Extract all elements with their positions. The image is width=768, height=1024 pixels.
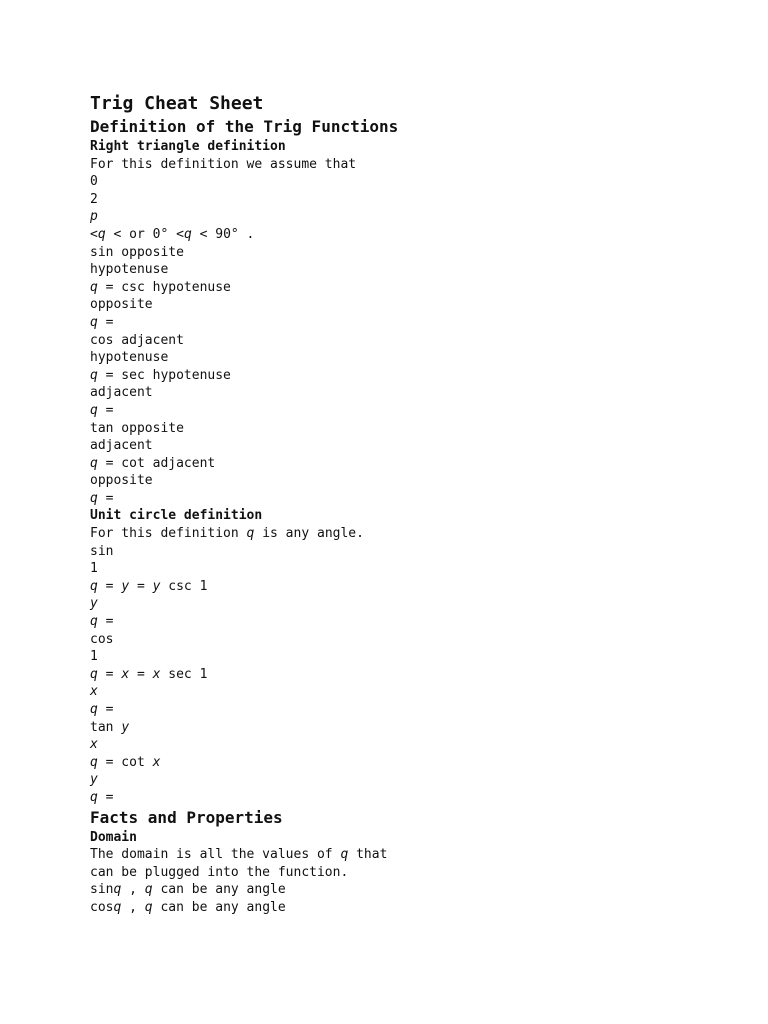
text-line: sin opposite xyxy=(90,244,184,260)
variable-q: q xyxy=(340,847,349,863)
text-span: = xyxy=(97,666,122,682)
text-span: sec 1 xyxy=(160,666,208,682)
variable-q: q xyxy=(90,402,98,418)
variable-y: y xyxy=(152,578,161,594)
text-line xyxy=(90,899,730,917)
text-span: is any angle. xyxy=(254,526,364,542)
text-line: tan opposite xyxy=(90,420,184,436)
variable-q: q xyxy=(90,490,98,506)
variable-q: q xyxy=(90,367,98,383)
text-span: = cot adjacent xyxy=(97,455,216,471)
text-line: 1 xyxy=(90,649,98,665)
subheading-domain: Domain xyxy=(90,829,137,845)
variable-q: q xyxy=(90,702,98,717)
text-line: hypotenuse xyxy=(90,350,169,366)
variable-y: y xyxy=(121,719,130,735)
variable-q: q xyxy=(113,899,122,915)
variable-q: q xyxy=(90,754,98,770)
variable-q: q xyxy=(90,666,98,682)
subheading-right-triangle: Right triangle definition xyxy=(90,139,286,154)
text-line xyxy=(90,613,730,631)
text-span: csc 1 xyxy=(160,578,208,594)
text-line xyxy=(90,719,730,737)
variable-q: q xyxy=(144,882,153,898)
text-line: y xyxy=(90,596,98,612)
variable-x: x xyxy=(152,754,161,770)
text-line xyxy=(90,279,730,297)
text-span: , xyxy=(121,882,145,898)
text-span: = xyxy=(97,614,114,630)
text-span: = xyxy=(97,702,114,717)
text-line: p xyxy=(90,209,98,225)
text-span: < 90° . xyxy=(191,226,255,242)
text-line xyxy=(90,846,730,864)
variable-q: q xyxy=(246,526,255,542)
section-heading-definitions: Definition of the Trig Functions xyxy=(90,117,399,136)
variable-q: q xyxy=(90,279,98,295)
variable-q: q xyxy=(113,882,122,898)
text-span: The domain is all the values of xyxy=(90,847,341,863)
text-span: = xyxy=(97,578,122,594)
text-span: can be any angle xyxy=(152,882,286,898)
text-line xyxy=(90,578,730,596)
page-title: Trig Cheat Sheet xyxy=(90,93,264,114)
text-span: = cot xyxy=(97,754,153,770)
text-line xyxy=(90,402,730,420)
text-line: 0 xyxy=(90,174,98,190)
text-span: = xyxy=(97,314,114,330)
variable-q: q xyxy=(90,455,98,471)
variable-x: x xyxy=(121,666,130,682)
text-span: sin xyxy=(90,882,114,898)
variable-q: q xyxy=(97,226,106,242)
variable-q: q xyxy=(90,578,98,594)
text-span: For this definition xyxy=(90,526,247,542)
text-line xyxy=(90,367,730,385)
text-line: cos xyxy=(90,631,114,647)
variable-q: q xyxy=(90,789,98,805)
document-page xyxy=(90,92,730,917)
subheading-unit-circle: Unit circle definition xyxy=(90,508,263,524)
text-line xyxy=(90,666,730,684)
text-span: < xyxy=(90,226,98,242)
text-line xyxy=(90,881,730,899)
variable-x: x xyxy=(152,666,161,682)
text-line xyxy=(90,789,730,807)
text-span: = csc hypotenuse xyxy=(97,279,231,295)
text-line: x xyxy=(90,737,98,753)
variable-q: q xyxy=(183,226,192,242)
text-line xyxy=(90,314,730,332)
text-line xyxy=(90,525,730,543)
text-span: cos xyxy=(90,899,114,915)
text-span: = xyxy=(129,666,153,682)
text-line: can be plugged into the function. xyxy=(90,864,349,880)
text-span: , xyxy=(121,899,145,915)
text-span: = xyxy=(97,490,114,506)
text-line: sin xyxy=(90,543,114,559)
text-line: 1 xyxy=(90,561,98,577)
text-span: = xyxy=(129,578,153,594)
text-line: x xyxy=(90,684,98,700)
text-line xyxy=(90,754,730,772)
text-line: hypotenuse xyxy=(90,262,169,278)
text-line: opposite xyxy=(90,297,153,313)
text-span: tan xyxy=(90,719,122,735)
variable-q: q xyxy=(90,614,98,630)
text-line: For this definition we assume that xyxy=(90,156,357,172)
variable-q: q xyxy=(144,899,153,915)
text-line xyxy=(90,490,730,508)
text-line: y xyxy=(90,772,98,788)
text-span: = xyxy=(97,402,114,418)
text-line xyxy=(90,455,730,473)
text-span: that xyxy=(348,847,388,863)
text-span: = sec hypotenuse xyxy=(97,367,231,383)
variable-y: y xyxy=(121,578,130,594)
text-line: opposite xyxy=(90,473,153,489)
text-line: adjacent xyxy=(90,385,153,401)
text-line: cos adjacent xyxy=(90,332,184,348)
text-line xyxy=(90,226,730,244)
text-span: can be any angle xyxy=(152,899,286,915)
variable-q: q xyxy=(90,314,98,330)
section-heading-facts: Facts and Properties xyxy=(90,807,283,827)
text-line: 2 xyxy=(90,191,98,207)
text-span: < or 0° < xyxy=(105,226,184,242)
text-line: adjacent xyxy=(90,438,153,454)
text-line xyxy=(90,701,730,719)
text-span: = xyxy=(97,789,114,805)
